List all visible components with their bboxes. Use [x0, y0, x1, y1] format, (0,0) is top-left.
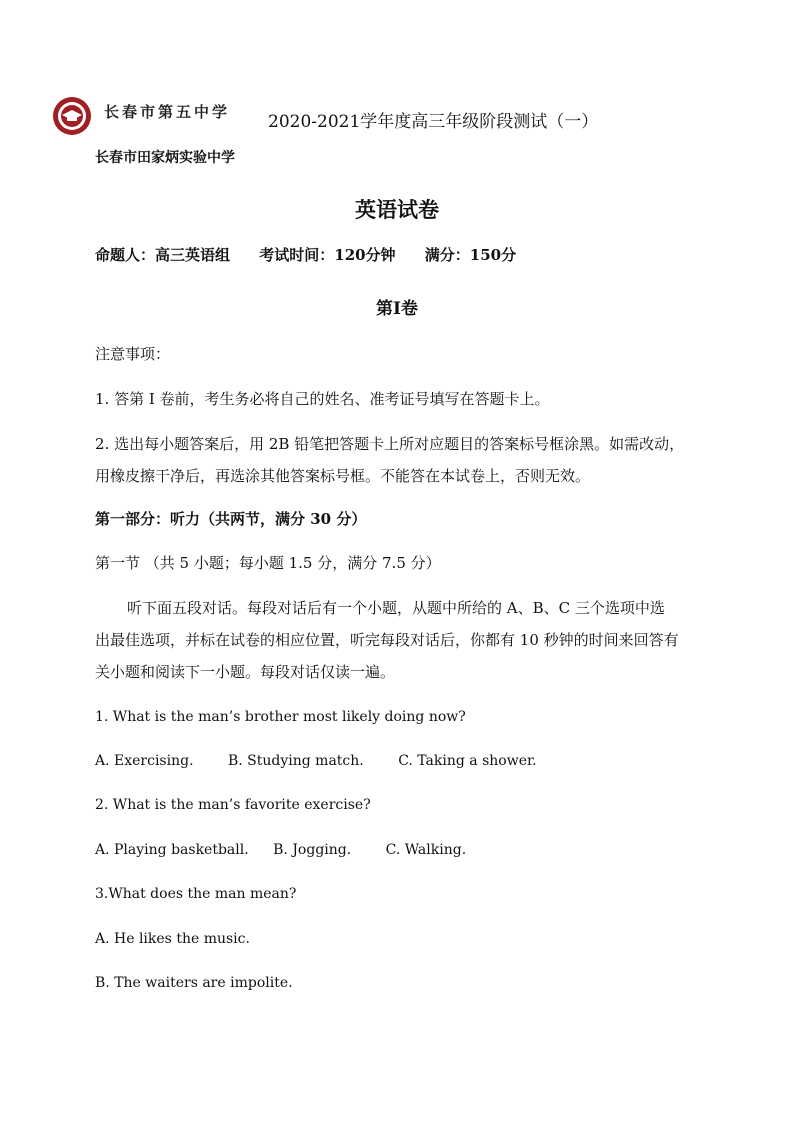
exam-author: 命题人：高三英语组: [95, 246, 231, 264]
question-2-options: [95, 835, 705, 865]
notice-item-1: 1. 答第 I 卷前，考生务必将自己的姓名、准考证号填写在答题卡上。: [95, 390, 550, 408]
option-b: B. Studying match.: [227, 753, 364, 769]
school-name-secondary: 长春市田家炳实验中学: [95, 150, 235, 166]
question-3-option-a: A. He likes the music.: [95, 931, 250, 947]
instruction-line-2: 出最佳选项，并标在试卷的相应位置，听完每段对话后，你都有 10 秒钟的时间来回答有: [95, 631, 679, 649]
exam-info: [95, 244, 540, 265]
instruction-line-1: 听下面五段对话。每段对话后有一个小题，从题中所给的 A、B、C 三个选项中选: [127, 599, 665, 617]
question-1: 1. What is the man’s brother most likely doing now?: [95, 709, 466, 725]
exam-score: 满分：150分: [424, 246, 517, 264]
notice-item-2-line-1: 2. 选出每小题答案后，用 2B 铅笔把答题卡上所对应题目的答案标号框涂黑。如需改动，: [95, 435, 685, 453]
question-2: 2. What is the man’s favorite exercise?: [95, 797, 371, 813]
school-name-primary: 长春市第五中学: [104, 103, 231, 121]
question-1-options: [95, 746, 705, 776]
school-logo-icon: [52, 96, 92, 136]
option-b: B. Jogging.: [273, 842, 352, 858]
option-c: C. Taking a shower.: [398, 753, 537, 769]
option-a: A. Playing basketball.: [95, 842, 249, 858]
option-a: A. Exercising.: [95, 753, 194, 769]
section-1-heading: 第一节 （共 5 小题；每小题 1.5 分，满分 7.5 分）: [95, 554, 441, 572]
exam-time: 考试时间：120分钟: [259, 246, 396, 264]
notice-heading: 注意事项：: [95, 345, 171, 363]
part-1-heading: 第一部分：听力（共两节，满分 30 分）: [95, 510, 367, 528]
notice-item-2-line-2: 用橡皮擦干净后，再选涂其他答案标号框。不能答在本试卷上，否则无效。: [95, 467, 591, 485]
exam-title: 2020-2021学年度高三年级阶段测试（一）: [268, 112, 599, 132]
question-3: 3.What does the man mean?: [95, 886, 297, 902]
instruction-line-3: 关小题和阅读下一小题。每段对话仅读一遍。: [95, 663, 396, 681]
question-3-option-b: B. The waiters are impolite.: [95, 975, 293, 991]
paper-title: 英语试卷: [355, 197, 439, 222]
option-c: C. Walking.: [385, 842, 467, 858]
volume-title: 第I卷: [376, 299, 418, 319]
